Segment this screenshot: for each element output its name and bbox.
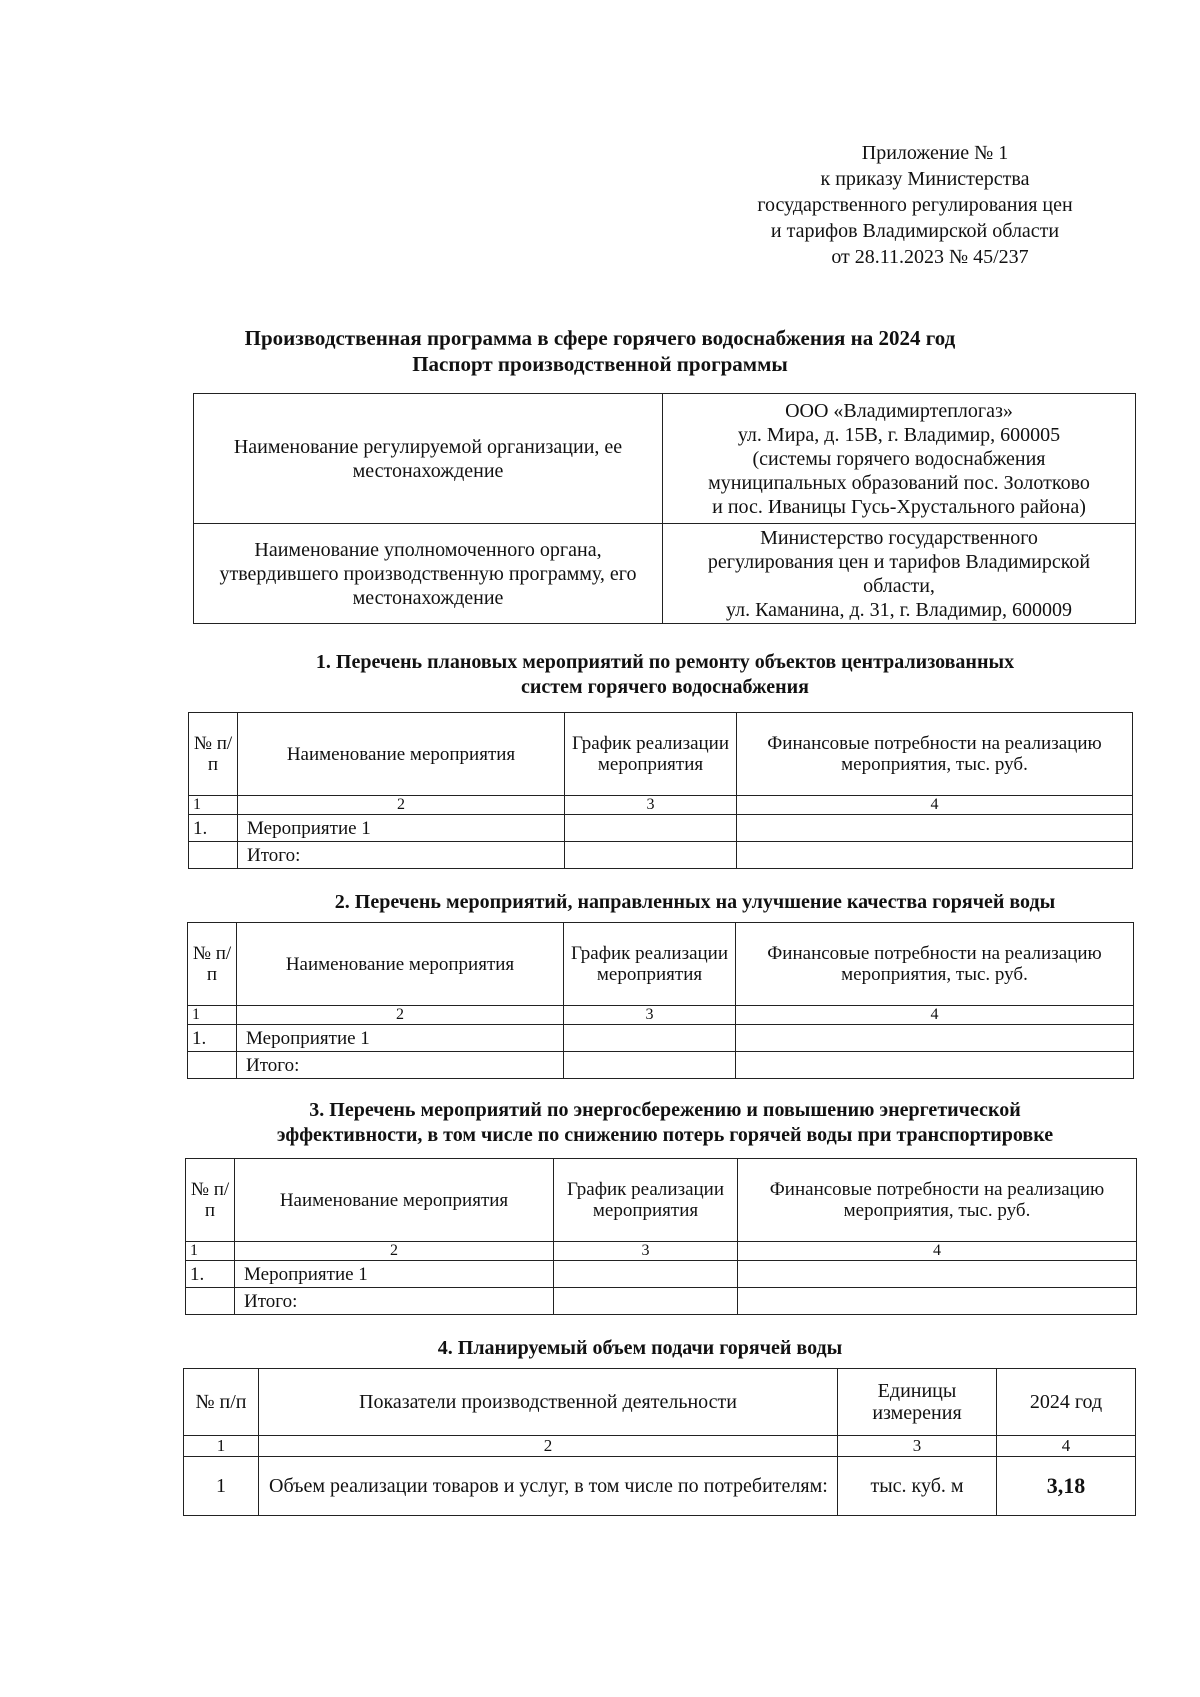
col-num-header: № п/п <box>188 923 237 1006</box>
title-line: Паспорт производственной программы <box>412 352 788 376</box>
volume-table: № п/п Показатели производственной деятельности Единицы измерения 2024 год 1 2 3 4 1 Объем реализации товаров и услуг, в том числе по потребителям: тыс. куб. м 3,18 <box>183 1368 1136 1516</box>
appendix-line: и тарифов Владимирской области <box>770 220 1060 242</box>
col-schedule-header: График реализации мероприятия <box>565 713 737 796</box>
authority-value: Министерство государственного регулирования цен и тарифов Владимирской области, ул. Каманина, д. 31, г. Владимир, 600009 <box>663 524 1136 624</box>
section-4-title: 4. Планируемый объем подачи горячей воды <box>437 1337 843 1359</box>
col-num-header: № п/п <box>189 713 238 796</box>
col-name-header: Наименование мероприятия <box>238 713 565 796</box>
section-3-title: 3. Перечень мероприятий по энергосбережению и повышению энергетической эффективности, в том числе по снижению потерь горячей воды при транспортировке <box>276 1099 1054 1146</box>
appendix-line: к приказу Министерства <box>820 168 1030 190</box>
col-units-header: Единицы измерения <box>838 1369 997 1436</box>
total-label: Итого: <box>237 1052 564 1079</box>
year-value: 3,18 <box>997 1457 1136 1516</box>
col-indicator-header: Показатели производственной деятельности <box>259 1369 838 1436</box>
event-name: Мероприятие 1 <box>238 815 565 842</box>
indicator-name: Объем реализации товаров и услуг, в том числе по потребителям: <box>259 1457 838 1516</box>
event-name: Мероприятие 1 <box>235 1261 554 1288</box>
document-title <box>150 325 1050 377</box>
row-num: 1 <box>184 1457 259 1516</box>
col-schedule-header: График реализации мероприятия <box>554 1159 738 1242</box>
authority-label: Наименование уполномоченного органа, утвердившего производственную программу, его местонахождение <box>194 524 663 624</box>
col-schedule-header: График реализации мероприятия <box>564 923 736 1006</box>
section-2-table: № п/п Наименование мероприятия График реализации мероприятия Финансовые потребности на реализацию мероприятия, тыс. руб. 1 2 3 4 1. Мероприятие 1 Итого: <box>187 922 1134 1079</box>
appendix-line: Приложение № 1 <box>861 142 1009 164</box>
organization-label: Наименование регулируемой организации, ее местонахождение <box>194 394 663 524</box>
col-name-header: Наименование мероприятия <box>235 1159 554 1242</box>
title-line: Производственная программа в сфере горячего водоснабжения на 2024 год <box>244 326 956 350</box>
appendix-line: от 28.11.2023 № 45/237 <box>831 246 1029 268</box>
section-1-title: 1. Перечень плановых мероприятий по ремонту объектов централизованных систем горячего водоснабжения <box>315 651 1015 698</box>
col-finance-header: Финансовые потребности на реализацию мероприятия, тыс. руб. <box>736 923 1134 1006</box>
row-num: 1. <box>188 1025 237 1052</box>
col-finance-header: Финансовые потребности на реализацию мероприятия, тыс. руб. <box>737 713 1133 796</box>
section-3-table: № п/п Наименование мероприятия График реализации мероприятия Финансовые потребности на реализацию мероприятия, тыс. руб. 1 2 3 4 1. Мероприятие 1 Итого: <box>185 1158 1137 1315</box>
col-name-header: Наименование мероприятия <box>237 923 564 1006</box>
section-1-table: № п/п Наименование мероприятия График реализации мероприятия Финансовые потребности на реализацию мероприятия, тыс. руб. 1 2 3 4 1. Мероприятие 1 Итого: <box>188 712 1133 869</box>
passport-table <box>193 393 1136 624</box>
row-num: 1. <box>189 815 238 842</box>
section-2-title: 2. Перечень мероприятий, направленных на улучшение качества горячей воды <box>334 891 1056 913</box>
total-label: Итого: <box>235 1288 554 1315</box>
col-num-header: № п/п <box>184 1369 259 1436</box>
row-num: 1. <box>186 1261 235 1288</box>
units-value: тыс. куб. м <box>838 1457 997 1516</box>
appendix-line: государственного регулирования цен <box>757 194 1073 216</box>
appendix-header <box>700 140 1130 270</box>
col-year-header: 2024 год <box>997 1369 1136 1436</box>
col-num-header: № п/п <box>186 1159 235 1242</box>
event-name: Мероприятие 1 <box>237 1025 564 1052</box>
total-label: Итого: <box>238 842 565 869</box>
col-finance-header: Финансовые потребности на реализацию мероприятия, тыс. руб. <box>738 1159 1137 1242</box>
organization-value: ООО «Владимиртеплогаз» ул. Мира, д. 15В, г. Владимир, 600005 (системы горячего водоснабжения муниципальных образований пос. Золотково и пос. Иваницы Гусь-Хрустального района) <box>663 394 1136 524</box>
